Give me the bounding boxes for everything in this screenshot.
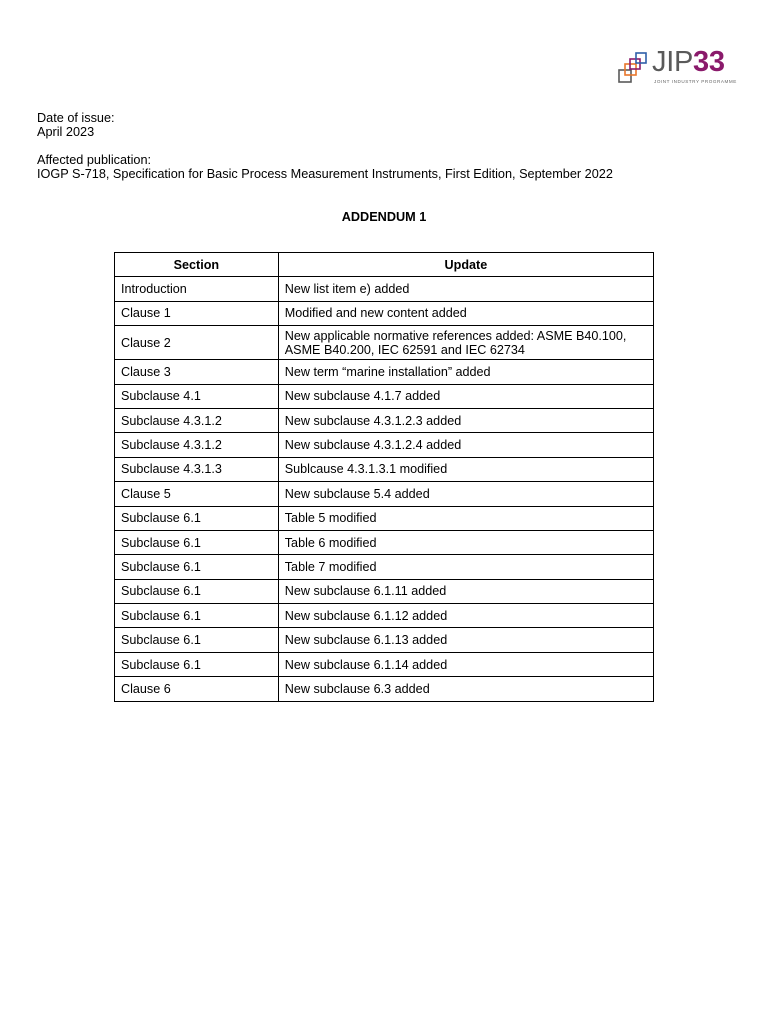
section-cell: Subclause 6.1 xyxy=(115,579,279,603)
table-row xyxy=(115,482,654,506)
update-cell: New subclause 4.3.1.2.3 added xyxy=(278,408,653,432)
table-row xyxy=(115,360,654,384)
section-cell: Clause 3 xyxy=(115,360,279,384)
section-cell: Introduction xyxy=(115,277,279,301)
update-cell: New subclause 4.3.1.2.4 added xyxy=(278,433,653,457)
addendum-table xyxy=(114,252,654,702)
update-cell: New subclause 6.1.14 added xyxy=(278,652,653,676)
update-cell: New subclause 6.3 added xyxy=(278,677,653,701)
section-cell: Clause 2 xyxy=(115,326,279,360)
section-cell: Clause 6 xyxy=(115,677,279,701)
table-row xyxy=(115,506,654,530)
table-row xyxy=(115,326,654,360)
update-cell: Modified and new content added xyxy=(278,301,653,325)
section-cell: Subclause 6.1 xyxy=(115,506,279,530)
section-cell: Subclause 6.1 xyxy=(115,628,279,652)
table-row xyxy=(115,301,654,325)
column-header-update: Update xyxy=(278,253,653,277)
table-row xyxy=(115,457,654,481)
update-cell: Sublcause 4.3.1.3.1 modified xyxy=(278,457,653,481)
table-row xyxy=(115,530,654,554)
addendum-title: ADDENDUM 1 xyxy=(341,210,427,224)
table-row xyxy=(115,555,654,579)
jip33-squares-icon xyxy=(617,50,653,86)
section-cell: Subclause 6.1 xyxy=(115,652,279,676)
section-cell: Subclause 4.3.1.2 xyxy=(115,433,279,457)
table-row xyxy=(115,384,654,408)
update-cell: New subclause 6.1.11 added xyxy=(278,579,653,603)
table-row xyxy=(115,628,654,652)
table-row xyxy=(115,408,654,432)
date-of-issue-value: April 2023 xyxy=(37,125,95,139)
section-cell: Subclause 4.3.1.2 xyxy=(115,408,279,432)
update-cell: New subclause 6.1.13 added xyxy=(278,628,653,652)
update-cell: Table 7 modified xyxy=(278,555,653,579)
update-cell: New subclause 5.4 added xyxy=(278,482,653,506)
update-cell: Table 6 modified xyxy=(278,530,653,554)
section-cell: Subclause 4.3.1.3 xyxy=(115,457,279,481)
logo-wordmark xyxy=(652,46,725,78)
update-cell: New applicable normative references added: ASME B40.100, ASME B40.200, IEC 62591 and IEC 62734 xyxy=(278,326,653,360)
section-cell: Subclause 6.1 xyxy=(115,555,279,579)
table-row xyxy=(115,677,654,701)
update-cell: New list item e) added xyxy=(278,277,653,301)
logo-text-main: JIP xyxy=(652,46,693,78)
section-cell: Subclause 4.1 xyxy=(115,384,279,408)
date-of-issue-label: Date of issue: xyxy=(37,111,115,125)
update-cell: New subclause 6.1.12 added xyxy=(278,604,653,628)
update-cell: New subclause 4.1.7 added xyxy=(278,384,653,408)
table-row xyxy=(115,652,654,676)
section-cell: Subclause 6.1 xyxy=(115,604,279,628)
section-cell: Clause 1 xyxy=(115,301,279,325)
section-cell: Clause 5 xyxy=(115,482,279,506)
table-header-row xyxy=(115,253,654,277)
column-header-section: Section xyxy=(115,253,279,277)
table-row xyxy=(115,433,654,457)
logo-text-number: 33 xyxy=(693,46,725,78)
affected-publication-label: Affected publication: xyxy=(37,153,152,167)
update-cell: New term “marine installation” added xyxy=(278,360,653,384)
table-row xyxy=(115,604,654,628)
section-cell: Subclause 6.1 xyxy=(115,530,279,554)
affected-publication-value: IOGP S-718, Specification for Basic Process Measurement Instruments, First Edition, September 2022 xyxy=(37,167,613,181)
update-cell: Table 5 modified xyxy=(278,506,653,530)
table-row xyxy=(115,579,654,603)
table-row xyxy=(115,277,654,301)
jip33-logo xyxy=(617,46,737,88)
logo-subtitle: JOINT INDUSTRY PROGRAMME xyxy=(654,79,737,84)
